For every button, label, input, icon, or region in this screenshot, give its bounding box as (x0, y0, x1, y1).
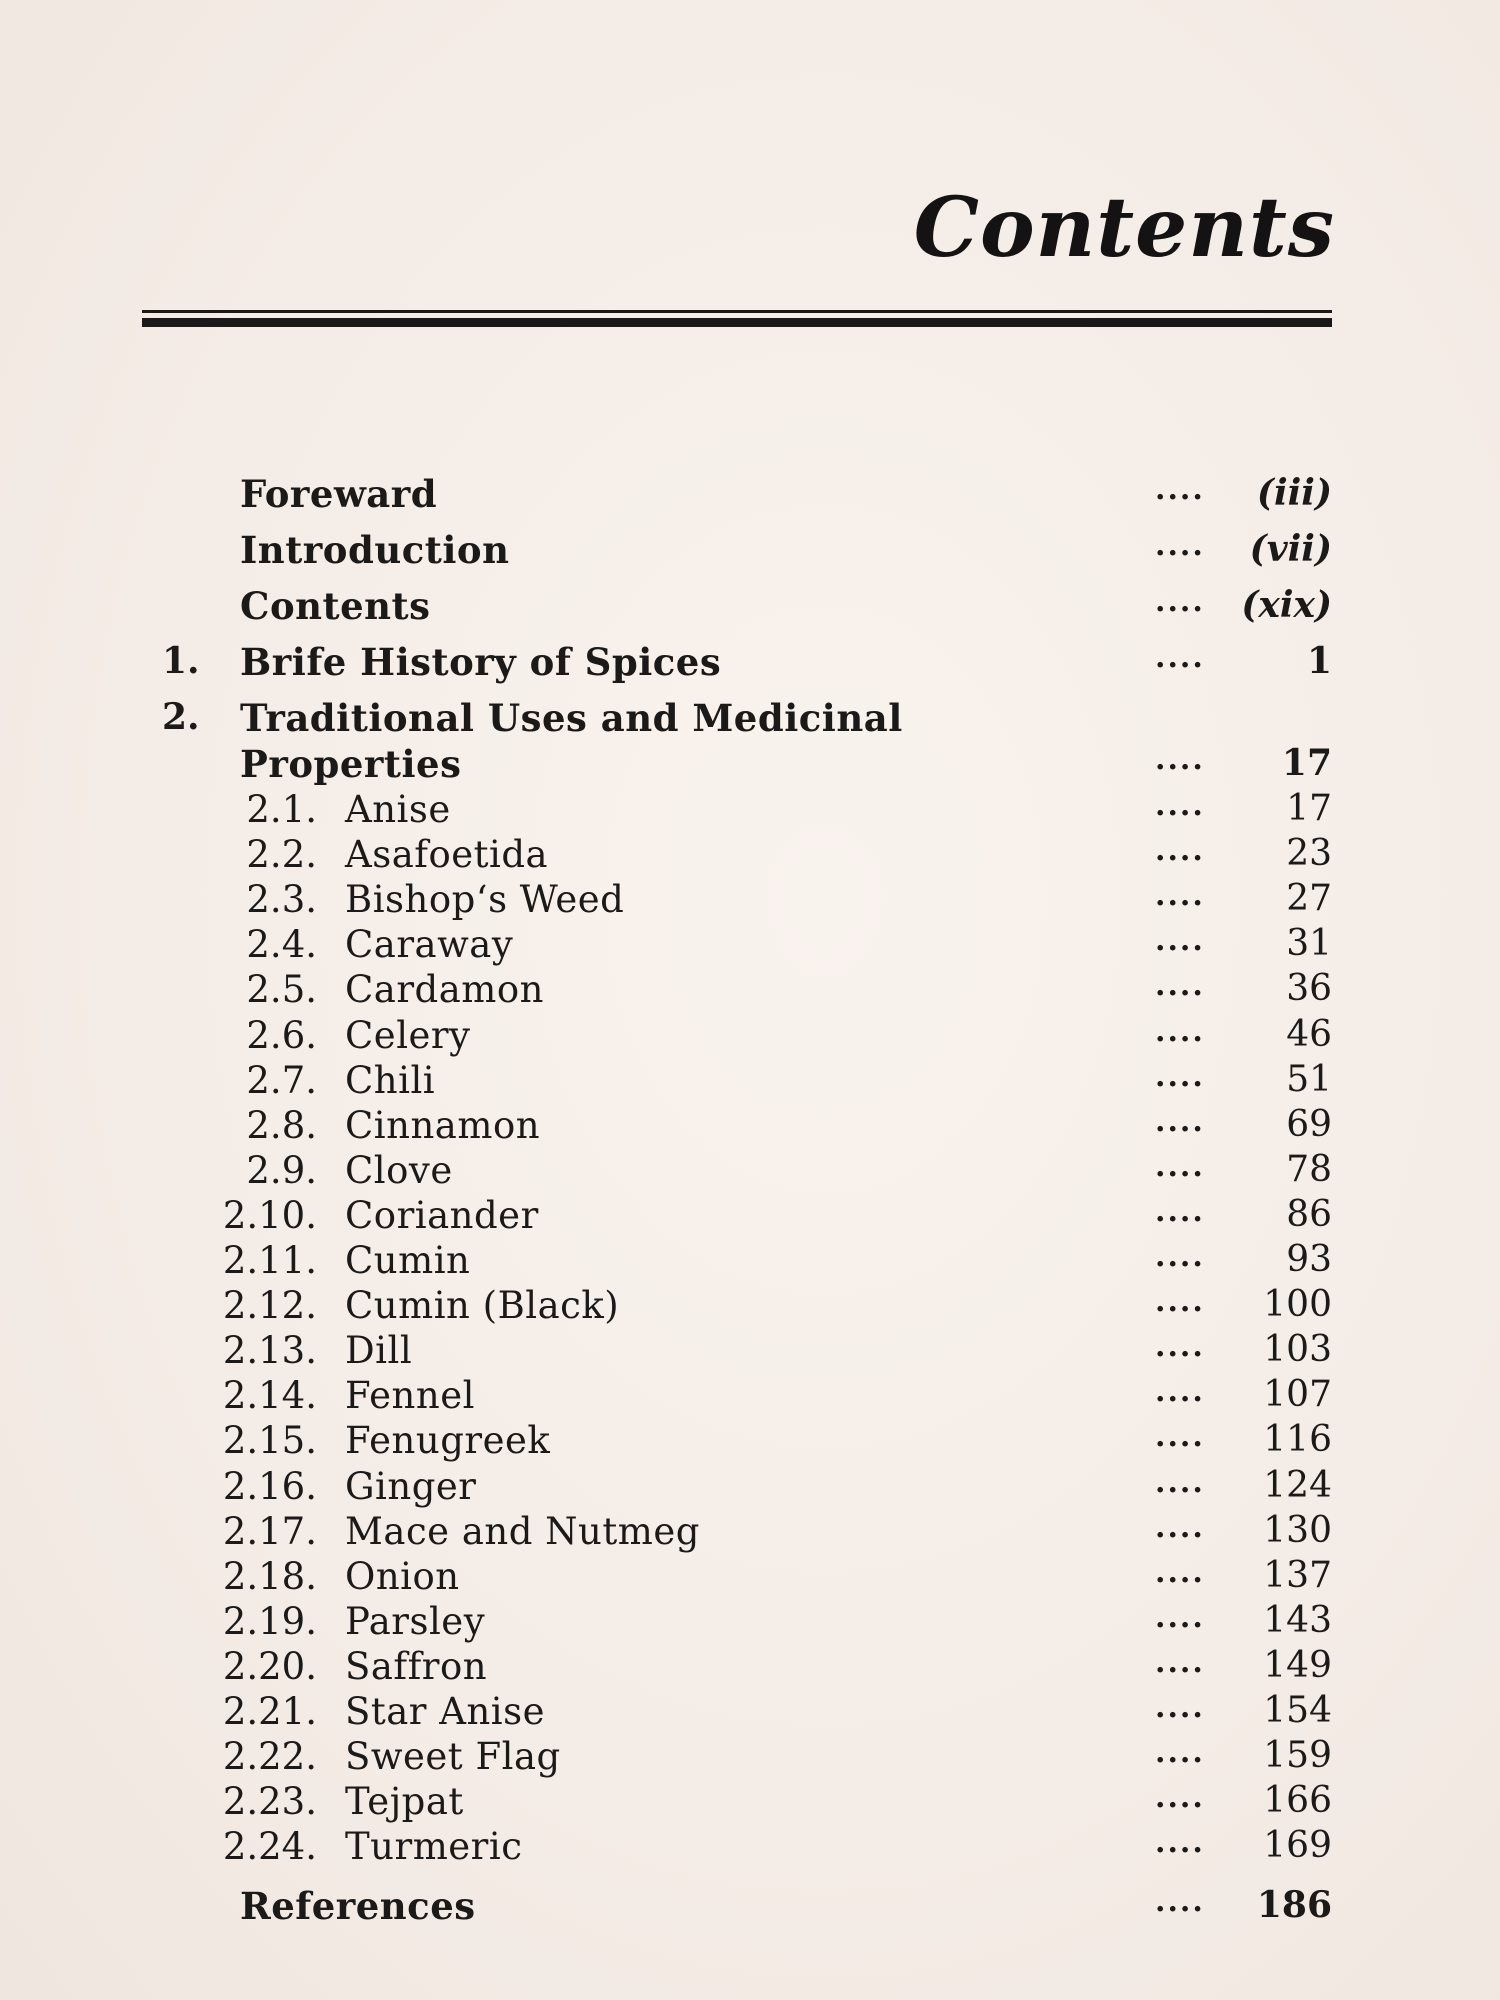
dot-leader: .... (1155, 968, 1205, 1003)
dot-leader: .... (1155, 1239, 1205, 1274)
dot-leader: .... (1155, 1419, 1205, 1454)
subsection-number: 2.22. (222, 1735, 317, 1778)
subsection-label: Dill (345, 1329, 413, 1372)
subsection-page: 124 (1263, 1465, 1332, 1506)
subsection-label: Fenugreek (345, 1419, 551, 1462)
subsection-label: Asafoetida (345, 833, 549, 876)
subsection-label: Chili (345, 1059, 436, 1102)
subsection-number: 2.10. (222, 1194, 317, 1237)
entry-page: (vii) (1249, 528, 1332, 570)
toc-subsection-row (0, 1014, 1500, 1057)
subsection-label: Cumin (Black) (345, 1284, 620, 1327)
subsection-label: Coriander (345, 1194, 539, 1237)
subsection-label: Star Anise (345, 1690, 545, 1733)
chapter-number: 1. (162, 640, 200, 682)
dot-leader: .... (1155, 788, 1205, 823)
subsection-page: 36 (1286, 968, 1332, 1009)
subsection-label: Cardamon (345, 968, 544, 1011)
dot-leader: .... (1155, 833, 1205, 868)
toc-subsection-row (0, 1059, 1500, 1102)
subsection-number: 2.8. (246, 1104, 317, 1147)
toc-entry-chapter-1 (0, 640, 1500, 684)
subsection-page: 149 (1263, 1645, 1332, 1686)
dot-leader: .... (1155, 1149, 1205, 1184)
toc-entry-chapter-2 (0, 696, 1500, 740)
subsection-label: Celery (345, 1014, 471, 1057)
entry-page: (iii) (1256, 472, 1332, 514)
subsection-number: 2.13. (222, 1329, 317, 1372)
chapter-number: 2. (162, 696, 200, 738)
subsection-label: Saffron (345, 1645, 488, 1688)
subsection-label: Cinnamon (345, 1104, 541, 1147)
subsection-number: 2.12. (222, 1284, 317, 1327)
subsection-label: Tejpat (345, 1780, 464, 1823)
subsection-label: Ginger (345, 1465, 477, 1508)
dot-leader: .... (1155, 1884, 1205, 1919)
toc-subsection-row (0, 1825, 1500, 1868)
subsection-number: 2.17. (222, 1510, 317, 1553)
subsection-number: 2.7. (246, 1059, 317, 1102)
toc-subsection-row (0, 833, 1500, 876)
subsection-number: 2.3. (246, 878, 317, 921)
dot-leader: .... (1155, 878, 1205, 913)
dot-leader: .... (1155, 1645, 1205, 1680)
toc-subsection-row (0, 788, 1500, 831)
subsection-page: 143 (1263, 1600, 1332, 1641)
subsection-number: 2.19. (222, 1600, 317, 1643)
subsection-page: 69 (1286, 1104, 1332, 1145)
toc-subsection-row (0, 1104, 1500, 1147)
subsection-label: Parsley (345, 1600, 486, 1643)
subsection-number: 2.18. (222, 1555, 317, 1598)
toc-subsection-row (0, 1465, 1500, 1508)
subsection-page: 78 (1286, 1149, 1332, 1190)
subsection-label: Clove (345, 1149, 453, 1192)
dot-leader: .... (1155, 1014, 1205, 1049)
dot-leader: .... (1155, 528, 1205, 563)
toc-subsection-row (0, 1419, 1500, 1462)
dot-leader: .... (1155, 1690, 1205, 1725)
subsection-number: 2.15. (222, 1419, 317, 1462)
subsection-number: 2.23. (222, 1780, 317, 1823)
toc-subsection-row (0, 1555, 1500, 1598)
subsection-number: 2.14. (222, 1374, 317, 1417)
toc-subsection-row (0, 878, 1500, 921)
dot-leader: .... (1155, 1780, 1205, 1815)
dot-leader: .... (1155, 472, 1205, 507)
toc-subsection-row (0, 968, 1500, 1011)
subsection-number: 2.6. (246, 1014, 317, 1057)
subsection-label: Caraway (345, 923, 514, 966)
entry-label: Contents (240, 584, 431, 628)
subsection-number: 2.21. (222, 1690, 317, 1733)
dot-leader: .... (1155, 1374, 1205, 1409)
subsection-page: 17 (1286, 788, 1332, 829)
entry-page: (xix) (1241, 584, 1332, 626)
toc-entry-contents (0, 584, 1500, 628)
subsection-page: 93 (1286, 1239, 1332, 1280)
entry-label: Brife History of Spices (240, 640, 722, 684)
subsection-page: 130 (1263, 1510, 1332, 1551)
page-title: Contents (913, 180, 1335, 276)
subsection-label: Anise (345, 788, 451, 831)
toc-subsection-row (0, 1374, 1500, 1417)
toc-entry-chapter-2-cont (0, 742, 1500, 786)
subsection-page: 116 (1263, 1419, 1332, 1460)
dot-leader: .... (1155, 1284, 1205, 1319)
dot-leader: .... (1155, 1735, 1205, 1770)
toc-subsection-row (0, 1239, 1500, 1282)
subsection-page: 46 (1286, 1014, 1332, 1055)
subsection-number: 2.2. (246, 833, 317, 876)
subsection-number: 2.20. (222, 1645, 317, 1688)
subsection-page: 107 (1263, 1374, 1332, 1415)
title-rule-thin (142, 310, 1332, 313)
subsection-page: 23 (1286, 833, 1332, 874)
entry-label: Introduction (240, 528, 510, 572)
subsection-label: Cumin (345, 1239, 471, 1282)
subsection-page: 169 (1263, 1825, 1332, 1866)
entry-page: 17 (1281, 742, 1332, 784)
toc-entry-foreward (0, 472, 1500, 516)
dot-leader: .... (1155, 1825, 1205, 1860)
subsection-page: 51 (1286, 1059, 1332, 1100)
subsection-page: 27 (1286, 878, 1332, 919)
toc-subsection-row (0, 1194, 1500, 1237)
toc-subsection-row (0, 1690, 1500, 1733)
subsection-label: Fennel (345, 1374, 475, 1417)
entry-label: References (240, 1884, 476, 1928)
dot-leader: .... (1155, 923, 1205, 958)
subsection-number: 2.4. (246, 923, 317, 966)
dot-leader: .... (1155, 1465, 1205, 1500)
entry-label: Foreward (240, 472, 438, 516)
toc-subsection-row (0, 1600, 1500, 1643)
toc-entry-introduction (0, 528, 1500, 572)
toc-subsection-row (0, 1510, 1500, 1553)
dot-leader: .... (1155, 1329, 1205, 1364)
subsection-page: 100 (1263, 1284, 1332, 1325)
subsection-label: Sweet Flag (345, 1735, 561, 1778)
subsection-label: Onion (345, 1555, 460, 1598)
subsection-page: 159 (1263, 1735, 1332, 1776)
dot-leader: .... (1155, 1555, 1205, 1590)
subsection-label: Mace and Nutmeg (345, 1510, 700, 1553)
subsection-page: 103 (1263, 1329, 1332, 1370)
subsection-label: Turmeric (345, 1825, 523, 1868)
dot-leader: .... (1155, 584, 1205, 619)
entry-page: 186 (1256, 1884, 1332, 1926)
toc-subsection-row (0, 1780, 1500, 1823)
subsection-number: 2.24. (222, 1825, 317, 1868)
dot-leader: .... (1155, 1194, 1205, 1229)
subsection-page: 166 (1263, 1780, 1332, 1821)
toc-subsection-row (0, 1284, 1500, 1327)
subsection-number: 2.16. (222, 1465, 317, 1508)
subsection-label: Bishop‘s Weed (345, 878, 625, 921)
subsection-number: 2.11. (222, 1239, 317, 1282)
subsection-page: 137 (1263, 1555, 1332, 1596)
dot-leader: .... (1155, 1600, 1205, 1635)
dot-leader: .... (1155, 1104, 1205, 1139)
toc-entry-references (0, 1884, 1500, 1928)
subsection-page: 31 (1286, 923, 1332, 964)
toc-subsection-row (0, 1645, 1500, 1688)
entry-label: Traditional Uses and Medicinal (240, 696, 903, 740)
toc-subsection-row (0, 1735, 1500, 1778)
dot-leader: .... (1155, 1510, 1205, 1545)
toc-subsection-row (0, 1149, 1500, 1192)
dot-leader: .... (1155, 742, 1205, 777)
dot-leader: .... (1155, 1059, 1205, 1094)
toc-subsection-row (0, 923, 1500, 966)
subsection-page: 154 (1263, 1690, 1332, 1731)
subsection-page: 86 (1286, 1194, 1332, 1235)
entry-page: 1 (1306, 640, 1332, 682)
subsection-number: 2.5. (246, 968, 317, 1011)
subsection-number: 2.1. (246, 788, 317, 831)
toc-subsection-row (0, 1329, 1500, 1372)
entry-label: Properties (240, 742, 462, 786)
title-rule-thick (142, 318, 1332, 327)
dot-leader: .... (1155, 640, 1205, 675)
subsection-number: 2.9. (246, 1149, 317, 1192)
